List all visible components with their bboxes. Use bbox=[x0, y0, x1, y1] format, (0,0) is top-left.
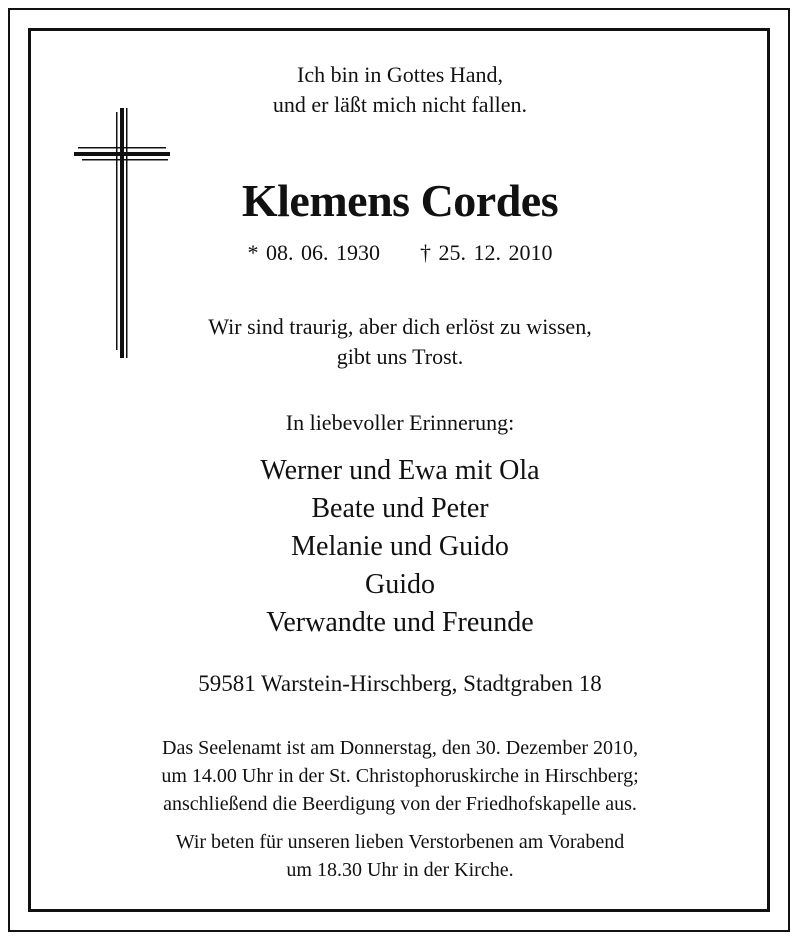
mourner-line: Verwandte und Freunde bbox=[266, 607, 534, 638]
verse-line-2: gibt uns Trost. bbox=[336, 344, 464, 369]
verse-line-1: Wir sind traurig, aber dich erlöst zu wissen, bbox=[208, 314, 592, 339]
service-line-1: Das Seelenamt ist am Donnerstag, den 30. Dezember 2010, bbox=[162, 737, 638, 759]
address: 59581 Warstein-Hirschberg, Stadtgraben 18 bbox=[198, 671, 602, 696]
deceased-name: Klemens Cordes bbox=[241, 175, 559, 226]
prayer-line-1: Wir beten für unseren lieben Verstorbenen am Vorabend bbox=[175, 831, 625, 853]
mourner-line: Guido bbox=[365, 569, 435, 600]
death-date: † 25. 12. 2010 bbox=[420, 240, 553, 265]
service-line-2: um 14.00 Uhr in der St. Christophoruskirche in Hirschberg; bbox=[161, 765, 639, 787]
mourner-line: Beate und Peter bbox=[311, 493, 489, 524]
mourner-line: Melanie und Guido bbox=[291, 531, 509, 562]
prayer-line-2: um 18.30 Uhr in der Kirche. bbox=[286, 859, 514, 881]
birth-date: * 08. 06. 1930 bbox=[247, 240, 380, 265]
motto-line-1: Ich bin in Gottes Hand, bbox=[297, 62, 503, 87]
service-line-3: anschließend die Beerdigung von der Friedhofskapelle aus. bbox=[163, 793, 637, 815]
motto-line-2: und er läßt mich nicht fallen. bbox=[272, 92, 528, 117]
remembrance-intro: In liebevoller Erinnerung: bbox=[285, 410, 515, 435]
mourner-line: Werner und Ewa mit Ola bbox=[260, 455, 540, 486]
life-dates bbox=[30, 242, 770, 264]
